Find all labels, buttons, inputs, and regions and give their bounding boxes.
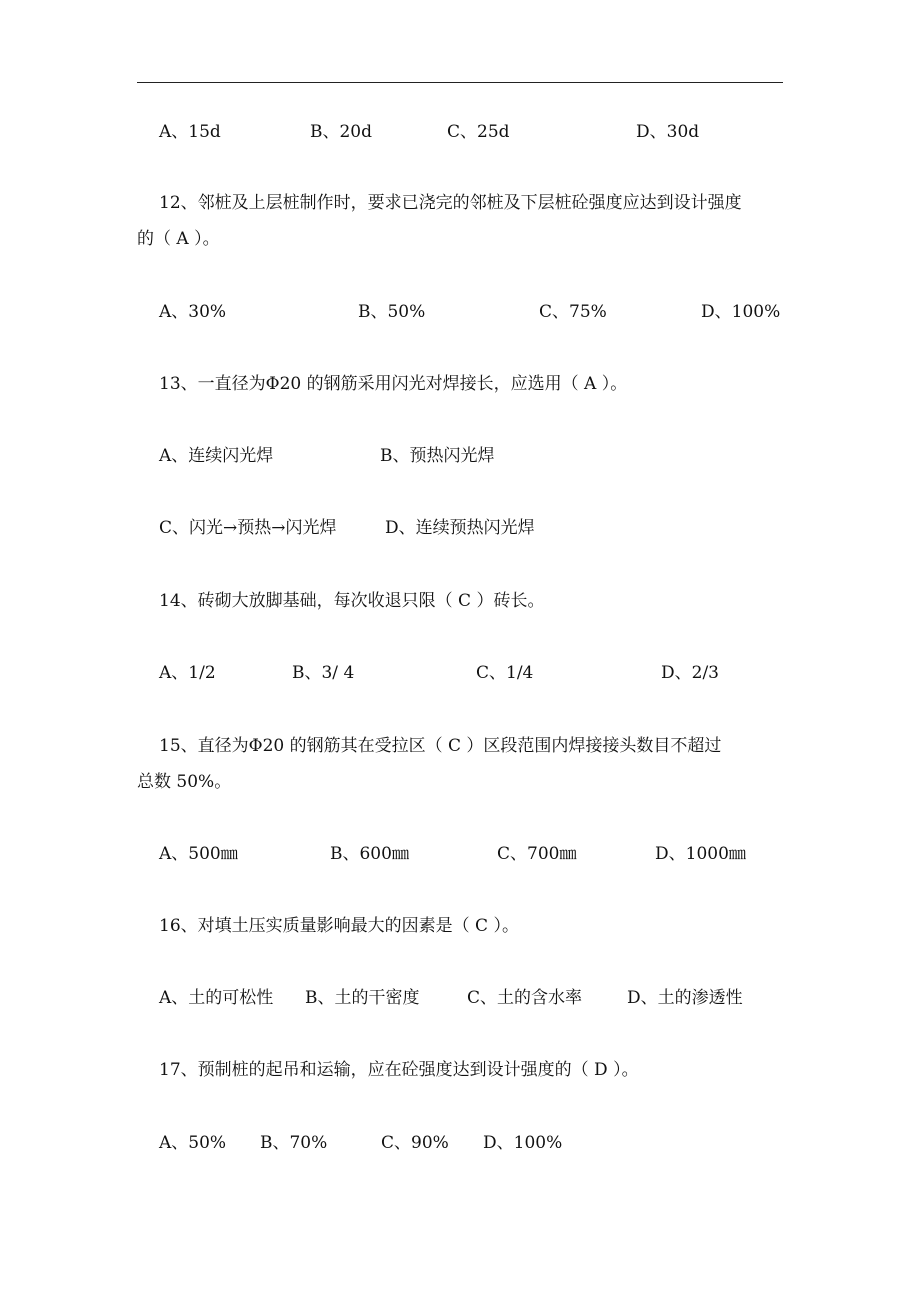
q11-option-b: B、20d xyxy=(310,122,373,142)
q14-option-a: A、1/2 xyxy=(159,663,216,683)
q17-option-d: D、100% xyxy=(483,1133,563,1153)
q13-question: 13、一直径为Φ20 的钢筋采用闪光对焊接长，应选用（ A ）。 xyxy=(159,374,628,394)
q11-option-c: C、25d xyxy=(447,122,510,142)
q11-option-a: A、15d xyxy=(159,122,221,142)
q12-question-line2: 的（ A ）。 xyxy=(137,229,220,249)
q12-option-a: A、30% xyxy=(159,302,227,322)
q15-question-line2: 总数 50%。 xyxy=(137,772,232,792)
q16-option-a: A、土的可松性 xyxy=(159,988,274,1008)
q12-option-d: D、100% xyxy=(701,302,781,322)
q13-option-c: C、闪光→预热→闪光焊 xyxy=(159,518,337,538)
q15-option-a: A、500㎜ xyxy=(159,844,238,864)
q12-question-line1: 12、邻桩及上层桩制作时，要求已浇完的邻桩及下层桩砼强度应达到设计强度 xyxy=(159,193,742,213)
q14-option-d: D、2/3 xyxy=(661,663,719,683)
q16-option-c: C、土的含水率 xyxy=(467,988,583,1008)
q16-option-d: D、土的渗透性 xyxy=(627,988,743,1008)
q17-option-c: C、90% xyxy=(381,1133,449,1153)
header-rule xyxy=(137,82,783,83)
q14-question: 14、砖砌大放脚基础，每次收退只限（ C ）砖长。 xyxy=(159,591,545,611)
q12-option-b: B、50% xyxy=(358,302,426,322)
q15-option-b: B、600㎜ xyxy=(330,844,409,864)
q13-option-d: D、连续预热闪光焊 xyxy=(385,518,535,538)
q17-question: 17、预制桩的起吊和运输，应在砼强度达到设计强度的（ D ）。 xyxy=(159,1060,639,1080)
q14-option-b: B、3/ 4 xyxy=(292,663,355,683)
q13-option-a: A、连续闪光焊 xyxy=(159,446,274,466)
q12-option-c: C、75% xyxy=(539,302,607,322)
q17-option-a: A、50% xyxy=(159,1133,227,1153)
q16-question: 16、对填土压实质量影响最大的因素是（ C ）。 xyxy=(159,916,519,936)
q13-option-b: B、预热闪光焊 xyxy=(380,446,495,466)
q17-option-b: B、70% xyxy=(260,1133,328,1153)
q15-option-c: C、700㎜ xyxy=(497,844,577,864)
q14-option-c: C、1/4 xyxy=(476,663,534,683)
q16-option-b: B、土的干密度 xyxy=(305,988,420,1008)
q15-question-line1: 15、直径为Φ20 的钢筋其在受拉区（ C ）区段范围内焊接接头数目不超过 xyxy=(159,736,722,756)
q11-option-d: D、30d xyxy=(636,122,700,142)
q15-option-d: D、1000㎜ xyxy=(655,844,746,864)
